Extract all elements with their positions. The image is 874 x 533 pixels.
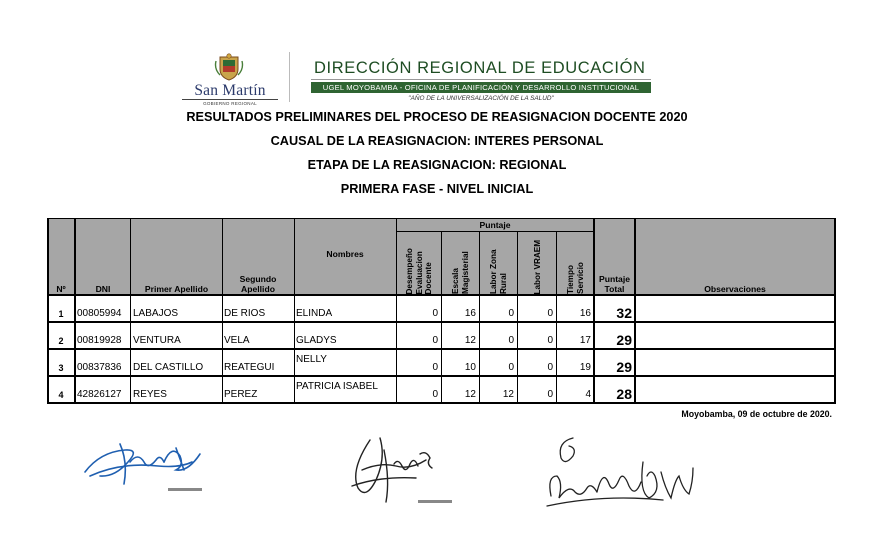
header-puntaje: Puntaje (396, 218, 594, 231)
header-nombres: Nombres (294, 218, 396, 295)
observaciones-cell (635, 376, 835, 403)
header-segundo-apellido: Segundo Apellido (222, 218, 294, 295)
nombres-cell: NELLY (296, 354, 327, 365)
desempeno-cell: 0 (432, 335, 438, 346)
document-date: Moyobamba, 09 de octubre de 2020. (681, 409, 832, 419)
tiempo-cell: 19 (579, 362, 591, 373)
desempeno-cell: 0 (432, 362, 438, 373)
row-number: 1 (58, 309, 64, 319)
header-n: Nº (47, 218, 75, 295)
escala-cell: 16 (464, 308, 476, 319)
vraem-cell: 0 (547, 362, 553, 373)
header-observaciones: Observaciones (635, 218, 835, 295)
row-number: 3 (58, 363, 64, 373)
vraem-cell: 0 (547, 389, 553, 400)
etapa-title: ETAPA DE LA REASIGNACION: REGIONAL (307, 158, 567, 172)
direccion-title: DIRECCIÓN REGIONAL DE EDUCACIÓN (314, 59, 646, 77)
tiempo-cell: 17 (579, 335, 591, 346)
ugel-banner: UGEL MOYOBAMBA - OFICINA DE PLANIFICACIÓN Y DESARROLLO INSTITUCIONAL (311, 82, 651, 93)
document-title: RESULTADOS PRELIMINARES DEL PROCESO DE REASIGNACION DOCENTE 2020 (186, 110, 688, 124)
dni-cell: 00837836 (77, 362, 122, 373)
header-desempeno: Desempeño Evaluacion Docente (396, 231, 441, 295)
signature-2 (340, 430, 460, 510)
nombres-cell: PATRICIA ISABEL (296, 381, 378, 392)
total-cell: 28 (616, 386, 632, 402)
total-cell: 32 (616, 305, 632, 321)
sig-stamp-1 (168, 488, 202, 491)
row-number: 4 (58, 390, 64, 400)
causal-title: CAUSAL DE LA REASIGNACION: INTERES PERSONAL (270, 134, 604, 148)
nombres-cell: ELINDA (296, 308, 333, 319)
brand-subtitle: GOBIERNO REGIONAL (182, 99, 278, 106)
vraem-cell: 0 (547, 335, 553, 346)
total-cell: 29 (616, 359, 632, 375)
header-divider (289, 52, 290, 102)
desempeno-cell: 0 (432, 389, 438, 400)
header-labor-vraem: Labor VRAEM (517, 231, 556, 295)
primer-apellido-cell: DEL CASTILLO (133, 362, 204, 373)
coat-of-arms-icon (214, 53, 244, 81)
row-number: 2 (58, 336, 64, 346)
rural-cell: 0 (508, 362, 514, 373)
segundo-apellido-cell: PEREZ (224, 389, 258, 400)
signature-1 (80, 432, 210, 492)
segundo-apellido-cell: DE RIOS (224, 308, 266, 319)
escala-cell: 12 (464, 335, 476, 346)
header-primer-apellido: Primer Apellido (131, 218, 222, 295)
primer-apellido-cell: LABAJOS (133, 308, 179, 319)
observaciones-cell (635, 295, 835, 322)
escala-cell: 12 (464, 389, 476, 400)
observaciones-cell (635, 349, 835, 376)
logo-block (182, 52, 282, 106)
tiempo-cell: 16 (579, 308, 591, 319)
header-labor-rural: Labor Zona Rural (479, 231, 517, 295)
tiempo-cell: 4 (585, 389, 591, 400)
fase-title: PRIMERA FASE - NIVEL INICIAL (340, 182, 534, 196)
signature-3 (543, 432, 703, 518)
sig-stamp-2 (418, 500, 452, 503)
header-escala: Escala Magisterial (441, 231, 479, 295)
total-cell: 29 (616, 332, 632, 348)
desempeno-cell: 0 (432, 308, 438, 319)
escala-cell: 10 (464, 362, 476, 373)
dni-cell: 00819928 (77, 335, 122, 346)
vraem-cell: 0 (547, 308, 553, 319)
header-rule (311, 79, 651, 80)
primer-apellido-cell: VENTURA (133, 335, 181, 346)
brand-name: San Martín (194, 82, 266, 99)
observaciones-cell (635, 322, 835, 349)
rural-cell: 12 (502, 389, 514, 400)
nombres-cell: GLADYS (296, 335, 337, 346)
dni-cell: 00805994 (77, 308, 122, 319)
primer-apellido-cell: REYES (133, 389, 167, 400)
segundo-apellido-cell: REATEGUI (224, 362, 275, 373)
dni-cell: 42826127 (77, 389, 122, 400)
header-tiempo: Tiempo Servicio (556, 231, 594, 295)
year-motto: "AÑO DE LA UNIVERSALIZACIÓN DE LA SALUD" (408, 95, 554, 102)
rural-cell: 0 (508, 308, 514, 319)
segundo-apellido-cell: VELA (224, 335, 250, 346)
header-dni: DNI (75, 218, 131, 295)
header-total: Puntaje Total (594, 218, 635, 295)
rural-cell: 0 (508, 335, 514, 346)
